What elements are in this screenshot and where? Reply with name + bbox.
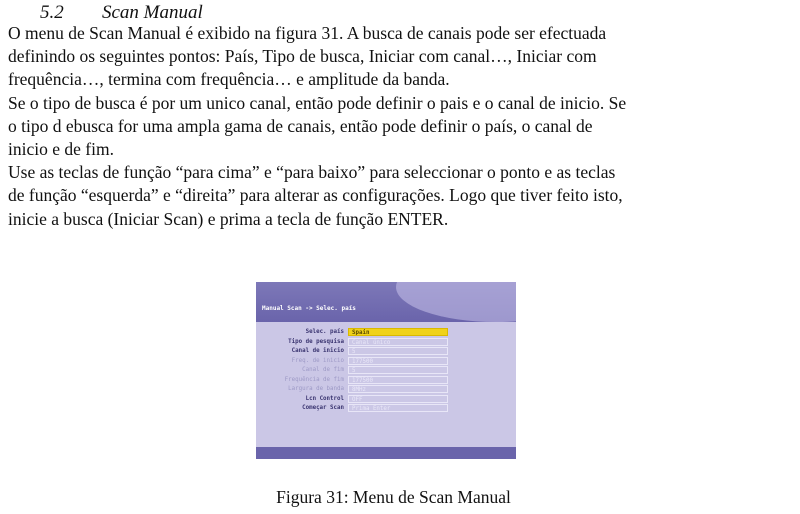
menu-row-label: Freq. de inicio bbox=[291, 357, 344, 364]
menu-row-label: Largura de banda bbox=[288, 386, 344, 392]
menu-row-value: 5 bbox=[348, 366, 448, 374]
menu-row-label: Canal de inicio bbox=[291, 348, 344, 354]
menu-row-label: Começar Scan bbox=[302, 405, 344, 411]
section-number: 5.2 bbox=[40, 2, 64, 23]
text-line: frequência…, termina com frequência… e amplitude da banda. bbox=[8, 69, 450, 90]
figure-menu-screenshot bbox=[256, 282, 516, 459]
section-heading bbox=[40, 2, 203, 24]
menu-row-tipo bbox=[262, 338, 510, 347]
menu-row-canal-inicio bbox=[262, 347, 510, 356]
menu-row-canal-fim bbox=[262, 366, 510, 375]
text-line: O menu de Scan Manual é exibido na figura 31. A busca de canais pode ser efectuada bbox=[8, 23, 607, 43]
menu-row-value: Canal único bbox=[348, 338, 448, 346]
menu-row-value: 5 bbox=[348, 347, 448, 355]
menu-row-value: 177500 bbox=[348, 376, 448, 384]
text-line: de função “esquerda” e “direita” para alterar as configurações. Logo que tiver feito isto, bbox=[8, 185, 623, 206]
menu-footer-bar bbox=[256, 447, 516, 459]
menu-panel bbox=[262, 328, 510, 440]
header-decoration bbox=[396, 282, 516, 322]
menu-row-value: Spain bbox=[348, 328, 448, 336]
menu-row-value: 8MHz bbox=[348, 385, 448, 393]
menu-row-label: Canal de fim bbox=[302, 367, 344, 373]
menu-row-label: Frequência de fim bbox=[284, 376, 344, 383]
menu-row-comecar bbox=[262, 404, 510, 413]
menu-row-value: 177500 bbox=[348, 357, 448, 365]
menu-row-label: Lcn Control bbox=[305, 395, 344, 402]
menu-row-value: OFF bbox=[348, 395, 448, 403]
menu-row-label: Selec. país bbox=[305, 329, 344, 335]
menu-row-pais bbox=[262, 328, 510, 337]
menu-row-lcn bbox=[262, 395, 510, 404]
menu-header-bar bbox=[256, 282, 516, 322]
text-line: Use as teclas de função “para cima” e “para baixo” para seleccionar o ponto e as teclas bbox=[8, 162, 616, 183]
text-line: inicio e de fim. bbox=[8, 139, 114, 160]
menu-row-freq-fim bbox=[262, 376, 510, 385]
text-line: definindo os seguintes pontos: País, Tipo de busca, Iniciar com canal…, Iniciar com bbox=[8, 46, 597, 67]
figure-caption: Figura 31: Menu de Scan Manual bbox=[276, 487, 511, 507]
menu-row-freq-inicio bbox=[262, 357, 510, 366]
menu-title: Manual Scan -> Selec. país bbox=[262, 305, 356, 312]
text-line: inicie a busca (Iniciar Scan) e prima a tecla de função ENTER. bbox=[8, 208, 449, 229]
menu-row-value: Prima Enter bbox=[348, 404, 448, 412]
text-line: Se o tipo de busca é por um unico canal, então pode definir o pais e o canal de inicio. Se bbox=[8, 92, 627, 113]
section-title: Scan Manual bbox=[102, 2, 203, 23]
menu-row-largura bbox=[262, 385, 510, 394]
text-line: o tipo d ebusca for uma ampla gama de canais, então pode definir o país, o canal de bbox=[8, 115, 593, 136]
body-text bbox=[8, 22, 798, 231]
menu-row-label: Tipo de pesquisa bbox=[288, 338, 344, 345]
